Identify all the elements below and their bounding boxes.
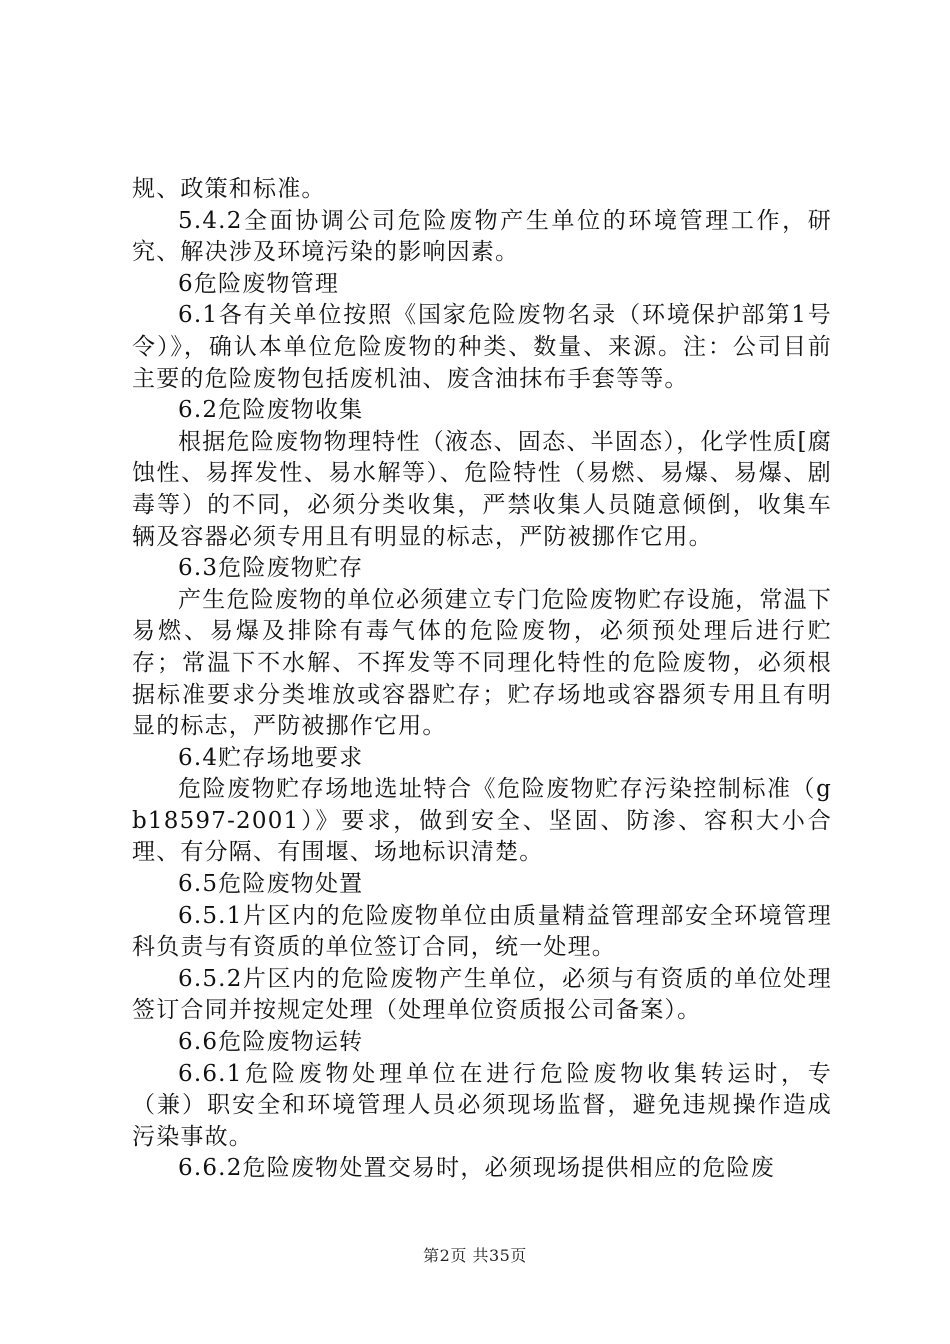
paragraph-6-6-2: 6.6.2危险废物处置交易时，必须现场提供相应的危险废 (178, 1155, 775, 1182)
paragraph-6-1: 6.1各有关单位按照《国家危险废物名录（环境保护部第1号令）》，确认本单位危险废物的种类、数量、来源。注：公司目前主要的危险废物包括废机油、废含油抹布手套等等。 (132, 302, 832, 392)
page-footer (0, 1243, 950, 1266)
paragraph-6-4-body: 危险废物贮存场地选址特合《危险废物贮存污染控制标准（gb18597-2001）》要求，做到安全、坚固、防渗、容积大小合理、有分隔、有围堰、场地标识清楚。 (132, 776, 832, 866)
section-heading-6: 6危险废物管理 (178, 270, 340, 297)
paragraph-6-5-2: 6.5.2片区内的危险废物产生单位，必须与有资质的单位处理签订合同并按规定处理（处理单位资质报公司备案）。 (132, 965, 832, 1024)
section-heading-6-2: 6.2危险废物收集 (178, 397, 364, 424)
paragraph-2: 5.4.2全面协调公司危险废物产生单位的环境管理工作，研究、解决涉及环境污染的影响因素。 (132, 207, 832, 266)
section-heading-6-6: 6.6危险废物运转 (178, 1029, 364, 1056)
paragraph-1: 规、政策和标准。 (132, 176, 326, 202)
paragraph-6-5-1: 6.5.1片区内的危险废物单位由质量精益管理部安全环境管理科负责与有资质的单位签订合同，统一处理。 (132, 902, 832, 961)
section-heading-6-3: 6.3危险废物贮存 (178, 555, 364, 582)
paragraph-6-6-1: 6.6.1危险废物处理单位在进行危险废物收集转运时，专（兼）职安全和环境管理人员必须现场监督，避免违规操作造成污染事故。 (132, 1060, 832, 1150)
paragraph-6-2-body: 根据危险废物物理特性（液态、固态、半固态），化学性质[腐蚀性、易挥发性、易水解等）、危险特性（易燃、易爆、易爆、剧毒等）的不同，必须分类收集，严禁收集人员随意倾倒，收集车辆及容器必须专用且有明显的标志，严防被挪作它用。 (132, 428, 832, 550)
document-body (132, 174, 832, 1185)
section-heading-6-5: 6.5危险废物处置 (178, 871, 364, 898)
page-number: 第2页 共35页 (423, 1246, 527, 1265)
section-heading-6-4: 6.4贮存场地要求 (178, 744, 364, 771)
paragraph-6-3-body: 产生危险废物的单位必须建立专门危险废物贮存设施，常温下易燃、易爆及排除有毒气体的危险废物，必须预处理后进行贮存；常温下不水解、不挥发等不同理化特性的危险废物，必须根据标准要求分类堆放或容器贮存；贮存场地或容器须专用且有明显的标志，严防被挪作它用。 (132, 586, 832, 740)
